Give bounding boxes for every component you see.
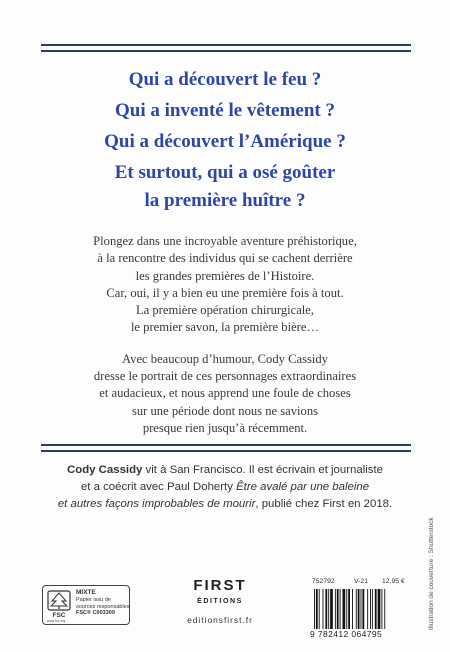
- pitch-text: [0, 233, 450, 437]
- pitch-line: Car, oui, il y a bien eu une première fois à tout.: [106, 285, 344, 300]
- top-rule-2: [41, 50, 411, 52]
- barcode-bar: [370, 589, 371, 629]
- barcode-bar: [384, 589, 385, 629]
- barcode-bar: [352, 589, 353, 629]
- bottom-rule-2: [41, 450, 411, 452]
- question-oyster-line2: la première huître ?: [144, 190, 306, 211]
- barcode-bar: [375, 589, 377, 629]
- fsc-line1: Papier issu de: [76, 596, 111, 603]
- version-code: V-21: [354, 578, 368, 585]
- fsc-mixed: MIXTE: [76, 589, 96, 596]
- barcode-bar: [328, 589, 329, 629]
- fsc-code: FSC® C003309: [76, 610, 115, 617]
- pitch-line: Avec beaucoup d’humour, Cody Cassidy: [122, 351, 328, 366]
- pitch-line: presque rien jusqu’à récemment.: [142, 420, 308, 435]
- barcode-bar: [323, 589, 324, 629]
- barcode-bar: [378, 589, 381, 629]
- pitch-line: à la rencontre des individus qui se cachent derrière: [97, 251, 353, 266]
- bottom-rule-1: [41, 444, 411, 446]
- bio-line1: vit à San Francisco. Il est écrivain et journaliste: [142, 464, 383, 476]
- pitch-line: et audacieux, et nous apprend une foule de choses: [99, 386, 351, 401]
- barcode-bar: [330, 589, 333, 629]
- question-clothing: Qui a inventé le vêtement ?: [114, 100, 336, 121]
- barcode-bar: [361, 589, 362, 629]
- isbn-barcode: [312, 589, 408, 629]
- barcode-bar: [372, 589, 373, 629]
- barcode-bar: [314, 589, 315, 629]
- barcode-bar: [325, 589, 327, 629]
- barcode-bar: [381, 589, 382, 629]
- fsc-url: www.fsc.org: [47, 619, 66, 623]
- pitch-line: dresse le portrait de ces personnages extraordinaires: [93, 369, 357, 384]
- barcode-bar: [356, 589, 357, 629]
- barcode-bar: [337, 589, 339, 629]
- product-codes: [312, 578, 420, 585]
- fsc-text: [76, 590, 130, 617]
- barcode-bar: [346, 589, 347, 629]
- pitch-line: Plongez dans une incroyable aventure préhistorique,: [93, 234, 357, 248]
- barcode-bar: [348, 589, 350, 629]
- fsc-line2: sources responsables: [76, 603, 130, 610]
- fsc-tree-icon: [47, 590, 71, 620]
- ref-code: 752792: [312, 578, 335, 585]
- question-america: Qui a découvert l’Amérique ?: [104, 131, 346, 152]
- pitch-line: La première opération chirurgicale,: [135, 303, 315, 318]
- pitch-paragraph-2: [0, 351, 450, 437]
- publisher-sub: ÉDITIONS: [197, 598, 243, 605]
- cover-credit: Illustration de couverture : Shutterstock: [428, 517, 435, 630]
- barcode-bar: [362, 589, 364, 629]
- isbn-number: 9 782412 064795: [310, 629, 383, 639]
- barcode-bar: [335, 589, 336, 629]
- publisher-name: FIRST: [193, 577, 247, 594]
- question-oyster-line1: Et surtout, qui a osé goûter: [114, 162, 336, 183]
- author-name: Cody Cassidy: [67, 464, 143, 476]
- barcode-bar: [358, 589, 360, 629]
- book-title-part1: Être avalé par une baleine: [236, 481, 370, 493]
- pitch-line: les grandes premières de l’Histoire.: [135, 268, 315, 283]
- pitch-paragraph-1: [0, 233, 450, 337]
- author-bio: [0, 462, 450, 513]
- barcode-bar: [340, 589, 341, 629]
- question-fire: Qui a découvert le feu ?: [128, 69, 322, 90]
- top-rule-1: [41, 44, 411, 46]
- barcode-bar: [316, 589, 318, 629]
- bio-line2: et a coécrit avec Paul Doherty: [80, 481, 237, 493]
- bio-line3: , publié chez First en 2018.: [255, 498, 393, 510]
- barcode-bar: [343, 589, 346, 629]
- pitch-line: le premier savon, la première bière…: [130, 320, 320, 335]
- barcode-bar: [319, 589, 320, 629]
- price: 12,95 €: [382, 578, 405, 585]
- questions-block: [0, 66, 450, 215]
- publisher-logo: [170, 578, 270, 625]
- book-title-part2: et autres façons improbables de mourir: [57, 498, 256, 510]
- fsc-label: [42, 585, 130, 625]
- fsc-brand: FSC: [52, 612, 66, 619]
- barcode-bar: [367, 589, 368, 629]
- publisher-url: editionsfirst.fr: [187, 615, 253, 625]
- pitch-line: sur une période dont nous ne savions: [131, 403, 319, 418]
